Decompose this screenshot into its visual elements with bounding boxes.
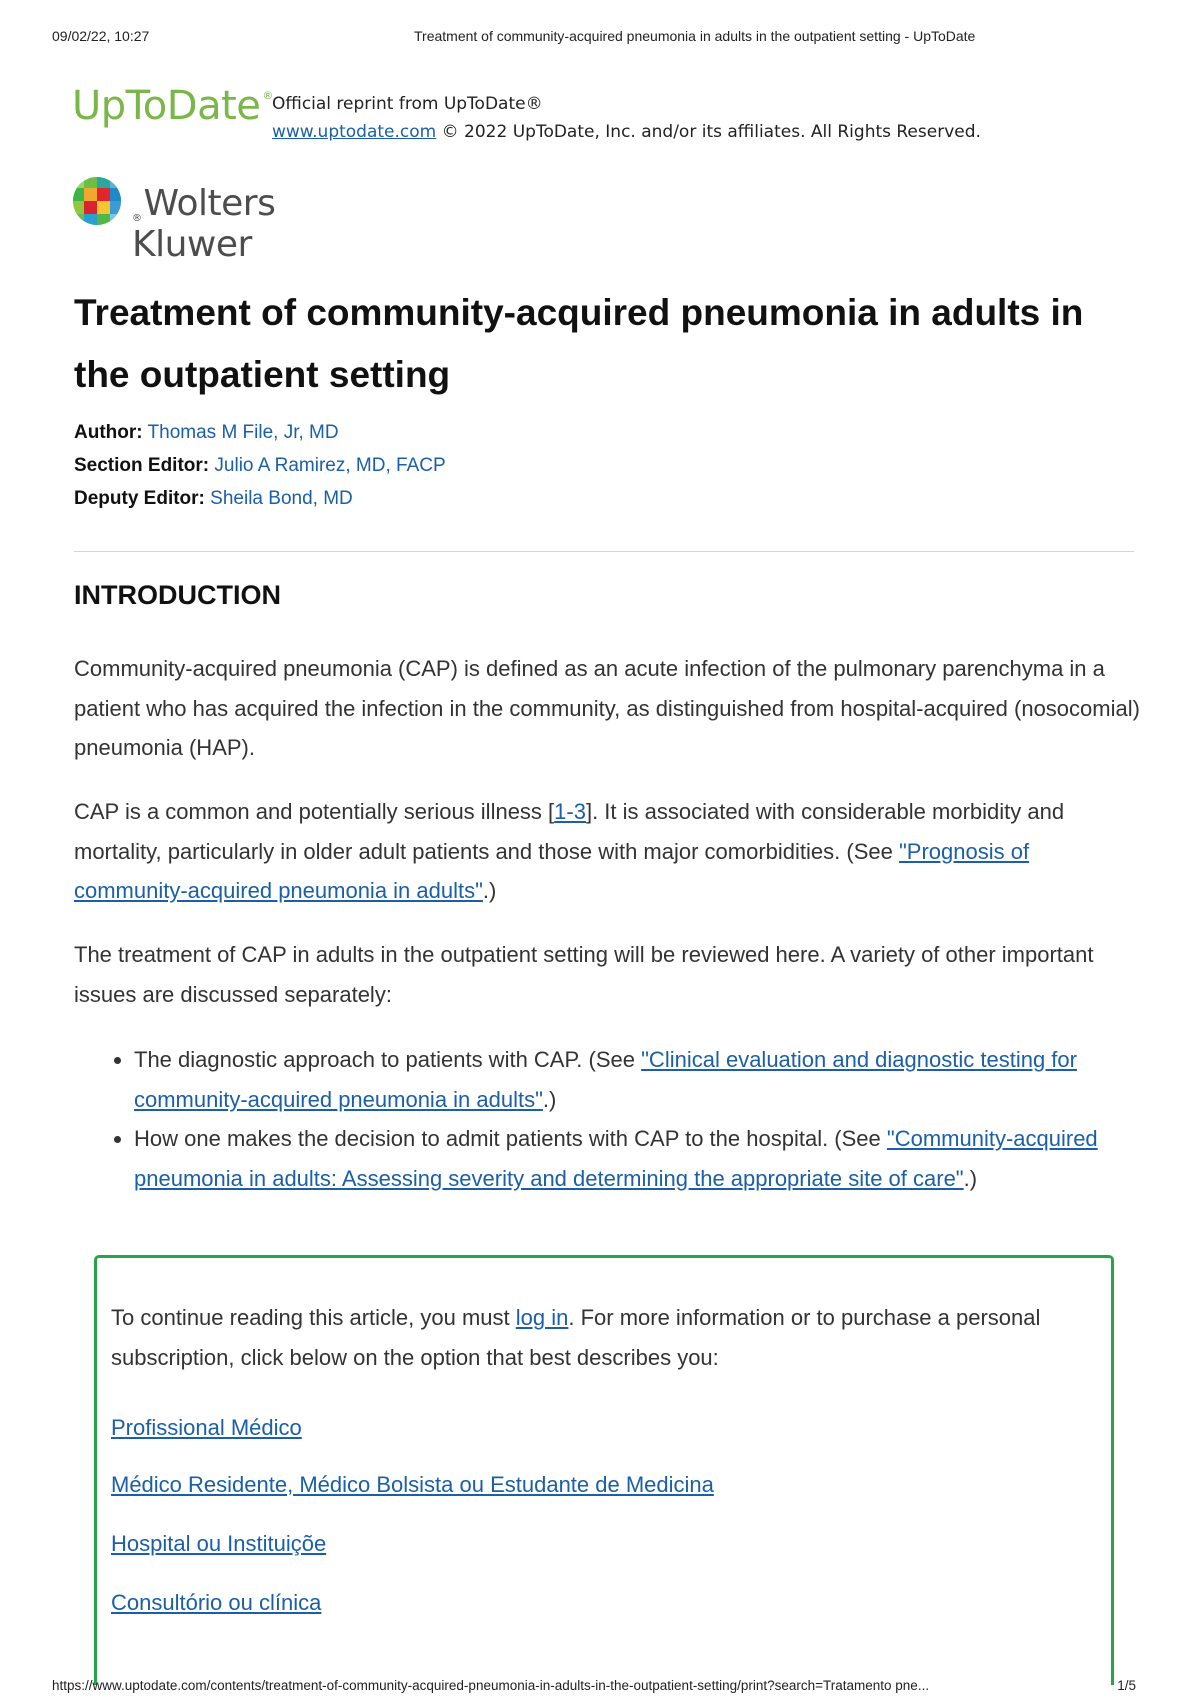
uptodate-logo-text: UpToDate: [72, 83, 261, 129]
diagnostic-topic-link[interactable]: "Clinical evaluation and diagnostic testing for community-acquired pneumonia in adults": [134, 1047, 1077, 1112]
wolters-kluwer-logo: [72, 176, 392, 265]
registered-mark: ®: [262, 89, 273, 102]
bullet-text: How one makes the decision to admit patients with CAP to the hospital. (See: [134, 1126, 887, 1151]
bullet-end: .): [542, 1086, 557, 1112]
severity-topic-link[interactable]: "Community-acquired pneumonia in adults: Assessing severity and determining the appropriate site of care": [134, 1126, 1098, 1191]
option-hospital-link[interactable]: Hospital ou Instituiçõe: [111, 1531, 327, 1556]
reprint-line: Official reprint from UpToDate®: [272, 94, 543, 114]
subscription-text-after: . For more information or to purchase a personal subscription, click below on the option that best describes you:: [111, 1305, 1041, 1370]
uptodate-brand: [72, 78, 1032, 142]
publisher-mark: ®: [132, 213, 142, 224]
subscription-text: To continue reading this article, you must: [111, 1305, 516, 1330]
print-url: https://www.uptodate.com/contents/treatment-of-community-acquired-pneumonia-in-adults-in-the-outpatient-setting/print?search=Tratamento pne...: [52, 1678, 930, 1693]
intro-paragraph-1: Community-acquired pneumonia (CAP) is defined as an acute infection of the pulmonary parenchyma in a patient who has acquired the infection in the community, as distinguished from hospital-acquired (nosocomial) pneumonia (HAP).: [74, 656, 1140, 760]
section-heading: INTRODUCTION: [74, 580, 281, 610]
section-editor-link[interactable]: Julio A Ramirez, MD, FACP: [214, 455, 446, 476]
author-label: Author:: [74, 422, 143, 443]
publisher-name: Wolters Kluwer: [132, 183, 276, 265]
copyright-line: [272, 118, 981, 146]
deputy-editor-link[interactable]: Sheila Bond, MD: [210, 488, 353, 509]
related-topics-list: [74, 1040, 1184, 1198]
option-professional-link[interactable]: Profissional Médico: [111, 1415, 302, 1440]
list-item: [134, 1040, 1184, 1119]
list-item: [134, 1119, 1184, 1198]
uptodate-logo[interactable]: [72, 83, 273, 129]
print-header: [52, 28, 1148, 48]
prognosis-topic-link[interactable]: "Prognosis of community-acquired pneumonia in adults": [74, 838, 1030, 903]
divider: [74, 551, 1134, 552]
author-row: [74, 416, 446, 449]
reference-link[interactable]: 1-3: [554, 799, 586, 824]
deputy-editor-label: Deputy Editor:: [74, 488, 205, 509]
copyright-text: © 2022 UpToDate, Inc. and/or its affiliates. All Rights Reserved.: [436, 122, 981, 142]
option-clinic-link[interactable]: Consultório ou clínica: [111, 1590, 322, 1615]
subscription-message: [111, 1298, 1091, 1377]
print-footer: [52, 1678, 1148, 1696]
site-url-link[interactable]: www.uptodate.com: [272, 122, 437, 142]
intro-paragraph-3: The treatment of CAP in adults in the outpatient setting will be reviewed here. A variety of other important issues are discussed separately:: [74, 942, 1094, 1007]
intro-paragraph-2: [74, 792, 1144, 911]
bullet-text: The diagnostic approach to patients with CAP. (See: [134, 1047, 642, 1072]
option-resident-student-link[interactable]: Médico Residente, Médico Bolsista ou Estudante de Medicina: [111, 1472, 714, 1497]
wolters-kluwer-wordmark: [132, 183, 392, 265]
section-editor-row: [74, 449, 446, 482]
author-link[interactable]: Thomas M File, Jr, MD: [147, 422, 339, 443]
wolters-kluwer-mark-icon: [72, 176, 122, 226]
deputy-editor-row: [74, 482, 446, 515]
page-number: 1/5: [1117, 1678, 1136, 1693]
login-link[interactable]: log in: [515, 1305, 569, 1330]
p2-text-after: ]. It is associated with considerable morbidity and mortality, particularly in older adult patients and those with major comorbidities. (See: [74, 799, 1065, 864]
article-title: Treatment of community-acquired pneumonia in adults in the outpatient setting: [74, 292, 1084, 395]
print-date: 09/02/22, 10:27: [52, 28, 150, 44]
p2-text: CAP is a common and potentially serious illness [: [74, 799, 555, 824]
bullet-end: .): [963, 1165, 978, 1191]
article-credits: [74, 416, 446, 515]
print-document-title: Treatment of community-acquired pneumonia in adults in the outpatient setting - UpToDate: [414, 28, 976, 44]
p2-end: .): [482, 878, 497, 903]
reprint-notice: [272, 90, 981, 146]
subscription-box: [94, 1255, 1114, 1685]
section-editor-label: Section Editor:: [74, 455, 210, 476]
